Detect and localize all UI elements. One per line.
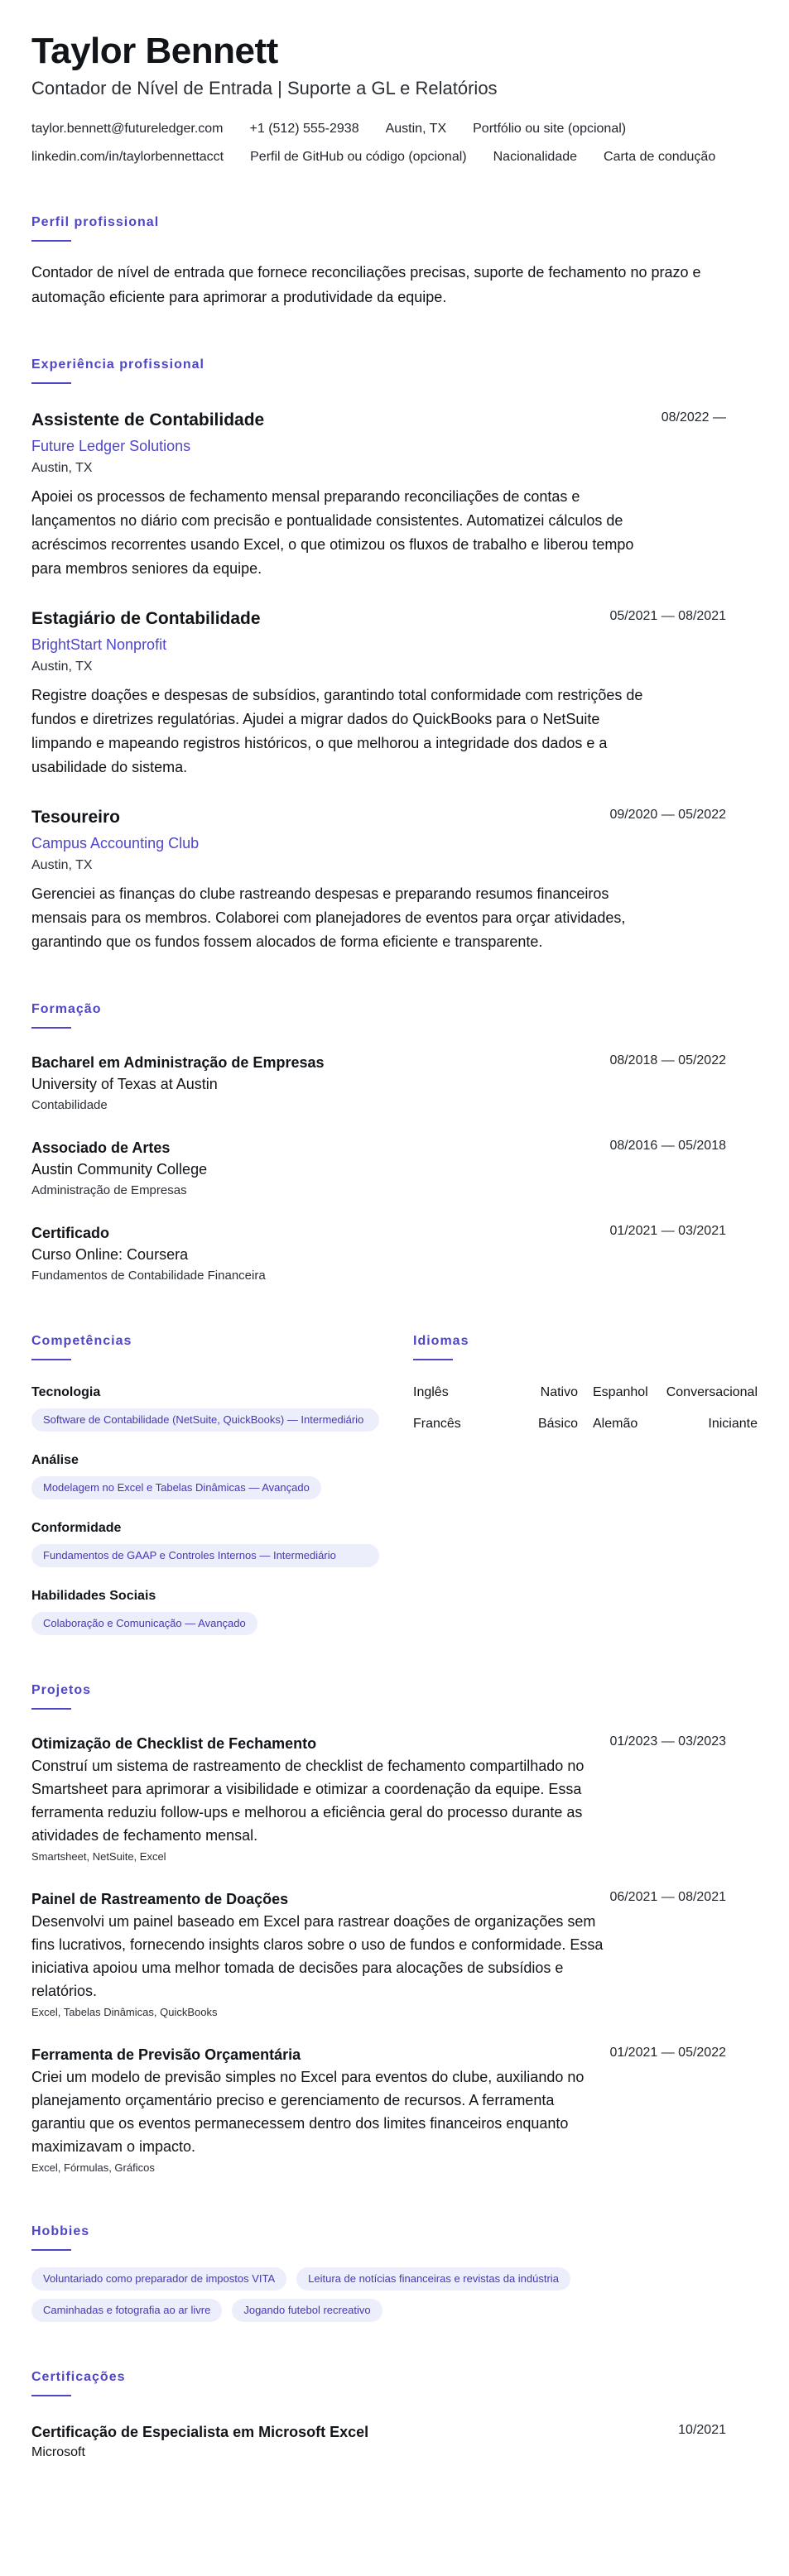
job-company: BrightStart Nonprofit — [31, 636, 167, 653]
education-section — [31, 1000, 758, 1286]
project-description: Desenvolvi um painel baseado em Excel para rastrear doações de organizações sem fins lucrativos, fornecendo insights claros sobre o uso de fundos e conformidade. Essa iniciativa apoiou uma melhor tomada de decisões para alocações de subsídios e relatórios. — [31, 1913, 604, 1999]
profile-section — [31, 213, 758, 309]
skills-section — [31, 1332, 379, 1635]
section-title: Projetos — [31, 1683, 92, 1697]
project-dates: 06/2021 — 08/2021 — [609, 1890, 726, 1904]
section-title: Competências — [31, 1334, 132, 1348]
experience-section — [31, 356, 758, 954]
contact-phone: +1 (512) 555-2938 — [249, 122, 359, 136]
field-of-study: Fundamentos de Contabilidade Financeira — [31, 1269, 266, 1283]
project-dates: 01/2021 — 05/2022 — [609, 2046, 726, 2060]
education-item — [31, 1137, 758, 1201]
language-item — [413, 1384, 578, 1402]
project-item — [31, 1888, 758, 2021]
project-tech: Excel, Tabelas Dinâmicas, QuickBooks — [31, 2006, 218, 2018]
hobby-pill: Voluntariado como preparador de impostos VITA — [31, 2267, 286, 2291]
language-item — [413, 1415, 578, 1433]
language-name: Francês — [413, 1417, 461, 1431]
skill-pill: Fundamentos de GAAP e Controles Internos — Intermediário — [31, 1544, 379, 1567]
skill-pill: Colaboração e Comunicação — Avançado — [31, 1612, 257, 1635]
certifications-section — [31, 2368, 758, 2463]
project-item — [31, 1733, 758, 1865]
section-title: Experiência profissional — [31, 357, 204, 372]
section-divider — [31, 240, 71, 242]
section-divider — [31, 2249, 71, 2251]
contact-github: Perfil de GitHub ou código (opcional) — [250, 150, 467, 164]
skill-category: Tecnologia — [31, 1385, 101, 1399]
contact-linkedin: linkedin.com/in/taylorbennettacct — [31, 150, 224, 164]
education-dates: 08/2018 — 05/2022 — [609, 1053, 726, 1067]
degree: Associado de Artes — [31, 1139, 171, 1156]
job-description: Apoiei os processos de fechamento mensal preparando reconciliações de contas e lançamentos no diário com precisão e pontualidade consistentes. Automatizei cálculos de acréscimos recorrentes usando Excel, o que otimizou os fluxos de trabalho e liberou tempo para membros seniores da equipe. — [31, 488, 634, 577]
project-tech: Excel, Fórmulas, Gráficos — [31, 2161, 155, 2174]
skill-category: Conformidade — [31, 1521, 122, 1535]
contact-list — [31, 119, 760, 167]
school: University of Texas at Austin — [31, 1076, 218, 1092]
education-item — [31, 1222, 758, 1286]
language-item — [593, 1384, 758, 1402]
language-name: Espanhol — [593, 1385, 648, 1399]
job-company: Future Ledger Solutions — [31, 438, 191, 454]
job-dates: 09/2020 — 05/2022 — [609, 808, 726, 822]
certification-name: Certificação de Especialista em Microsoft Excel — [31, 2424, 369, 2440]
education-dates: 01/2021 — 03/2021 — [609, 1224, 726, 1238]
contact-nationality: Nacionalidade — [493, 150, 578, 164]
section-divider — [413, 1359, 453, 1360]
project-title: Painel de Rastreamento de Doações — [31, 1891, 289, 1907]
hobby-pill: Caminhadas e fotografia ao ar livre — [31, 2299, 222, 2322]
hobbies-section — [31, 2223, 758, 2322]
certification-date: 10/2021 — [678, 2423, 726, 2437]
degree: Certificado — [31, 1225, 110, 1241]
language-name: Alemão — [593, 1417, 638, 1431]
experience-item — [31, 607, 758, 780]
certification-item — [31, 2421, 758, 2463]
headline: Contador de Nível de Entrada | Suporte a GL e Relatórios — [31, 78, 498, 98]
language-level: Nativo — [540, 1385, 578, 1399]
job-location: Austin, TX — [31, 461, 93, 475]
contact-email: taylor.bennett@futureledger.com — [31, 122, 224, 136]
skills-languages-row — [31, 1332, 758, 1635]
contact-location: Austin, TX — [385, 122, 447, 136]
section-divider — [31, 1027, 71, 1029]
skill-pill: Software de Contabilidade (NetSuite, QuickBooks) — Intermediário — [31, 1408, 379, 1432]
profile-summary: Contador de nível de entrada que fornece reconciliações precisas, suporte de fechamento no prazo e automação eficiente para aprimorar a produtividade da equipe. — [31, 264, 701, 305]
section-title: Formação — [31, 1002, 102, 1016]
language-level: Conversacional — [666, 1385, 758, 1399]
candidate-name: Taylor Bennett — [31, 31, 278, 71]
project-tech: Smartsheet, NetSuite, Excel — [31, 1850, 166, 1863]
school: Austin Community College — [31, 1161, 208, 1178]
skill-category: Análise — [31, 1453, 79, 1467]
project-description: Criei um modelo de previsão simples no Excel para eventos do clube, auxiliando no planejamento orçamentário preciso e gerenciamento de recursos. A ferramenta garantiu que os eventos permanecessem dentro dos limites financeiros enquanto maximizavam o impacto. — [31, 2069, 585, 2155]
job-title: Estagiário de Contabilidade — [31, 609, 261, 628]
section-title: Perfil profissional — [31, 215, 160, 229]
certification-issuer: Microsoft — [31, 2445, 85, 2459]
hobby-list — [31, 2267, 743, 2322]
hobby-pill: Jogando futebol recreativo — [232, 2299, 382, 2322]
language-name: Inglês — [413, 1385, 449, 1399]
languages-section — [413, 1332, 758, 1635]
section-title: Certificações — [31, 2370, 126, 2384]
language-list — [413, 1384, 758, 1433]
job-dates: 05/2021 — 08/2021 — [609, 609, 726, 623]
project-title: Ferramenta de Previsão Orçamentária — [31, 2046, 301, 2063]
education-item — [31, 1052, 758, 1115]
school: Curso Online: Coursera — [31, 1246, 189, 1263]
contact-driving-license: Carta de condução — [604, 150, 716, 164]
section-divider — [31, 2395, 71, 2396]
section-title: Idiomas — [413, 1334, 469, 1348]
experience-item — [31, 806, 758, 954]
job-description: Registre doações e despesas de subsídios, garantindo total conformidade com restrições de fundos e diretrizes regulatórias. Ajudei a migrar dados do QuickBooks para o NetSuite limpando e mapeando registros históricos, o que melhorou a integridade dos dados e a usabilidade do sistema. — [31, 687, 643, 775]
job-company: Campus Accounting Club — [31, 835, 200, 851]
section-divider — [31, 1359, 71, 1360]
section-title: Hobbies — [31, 2224, 90, 2238]
field-of-study: Administração de Empresas — [31, 1183, 187, 1197]
language-level: Básico — [537, 1417, 578, 1431]
job-title: Assistente de Contabilidade — [31, 410, 265, 429]
project-dates: 01/2023 — 03/2023 — [609, 1734, 726, 1749]
job-description: Gerenciei as finanças do clube rastreando despesas e preparando resumos financeiros mensais para os membros. Colaborei com planejadores de eventos para orçar atividades, garantindo que os fundos fossem alocados de forma eficiente e transparente. — [31, 885, 626, 950]
language-level: Iniciante — [708, 1417, 758, 1431]
skill-pill: Modelagem no Excel e Tabelas Dinâmicas — Avançado — [31, 1476, 321, 1499]
job-location: Austin, TX — [31, 858, 93, 872]
job-title: Tesoureiro — [31, 808, 120, 827]
field-of-study: Contabilidade — [31, 1098, 108, 1112]
project-description: Construí um sistema de rastreamento de checklist de fechamento compartilhado no Smartsheet para aprimorar a visibilidade e otimizar a coordenação da equipe. Essa ferramenta reduziu follow-ups e melhorou a eficiência geral do processo durante as atividades de fechamento mensal. — [31, 1758, 585, 1844]
experience-item — [31, 409, 758, 581]
contact-portfolio: Portfólio ou site (opcional) — [473, 122, 627, 136]
job-dates: 08/2022 — — [661, 410, 726, 425]
section-divider — [31, 1708, 71, 1710]
project-title: Otimização de Checklist de Fechamento — [31, 1735, 317, 1752]
hobby-pill: Leitura de notícias financeiras e revistas da indústria — [296, 2267, 570, 2291]
job-location: Austin, TX — [31, 660, 93, 674]
project-item — [31, 2044, 758, 2176]
degree: Bacharel em Administração de Empresas — [31, 1054, 325, 1071]
projects-section — [31, 1681, 758, 2176]
skill-category: Habilidades Sociais — [31, 1589, 156, 1603]
section-divider — [31, 382, 71, 384]
education-dates: 08/2016 — 05/2018 — [609, 1139, 726, 1153]
language-item — [593, 1415, 758, 1433]
